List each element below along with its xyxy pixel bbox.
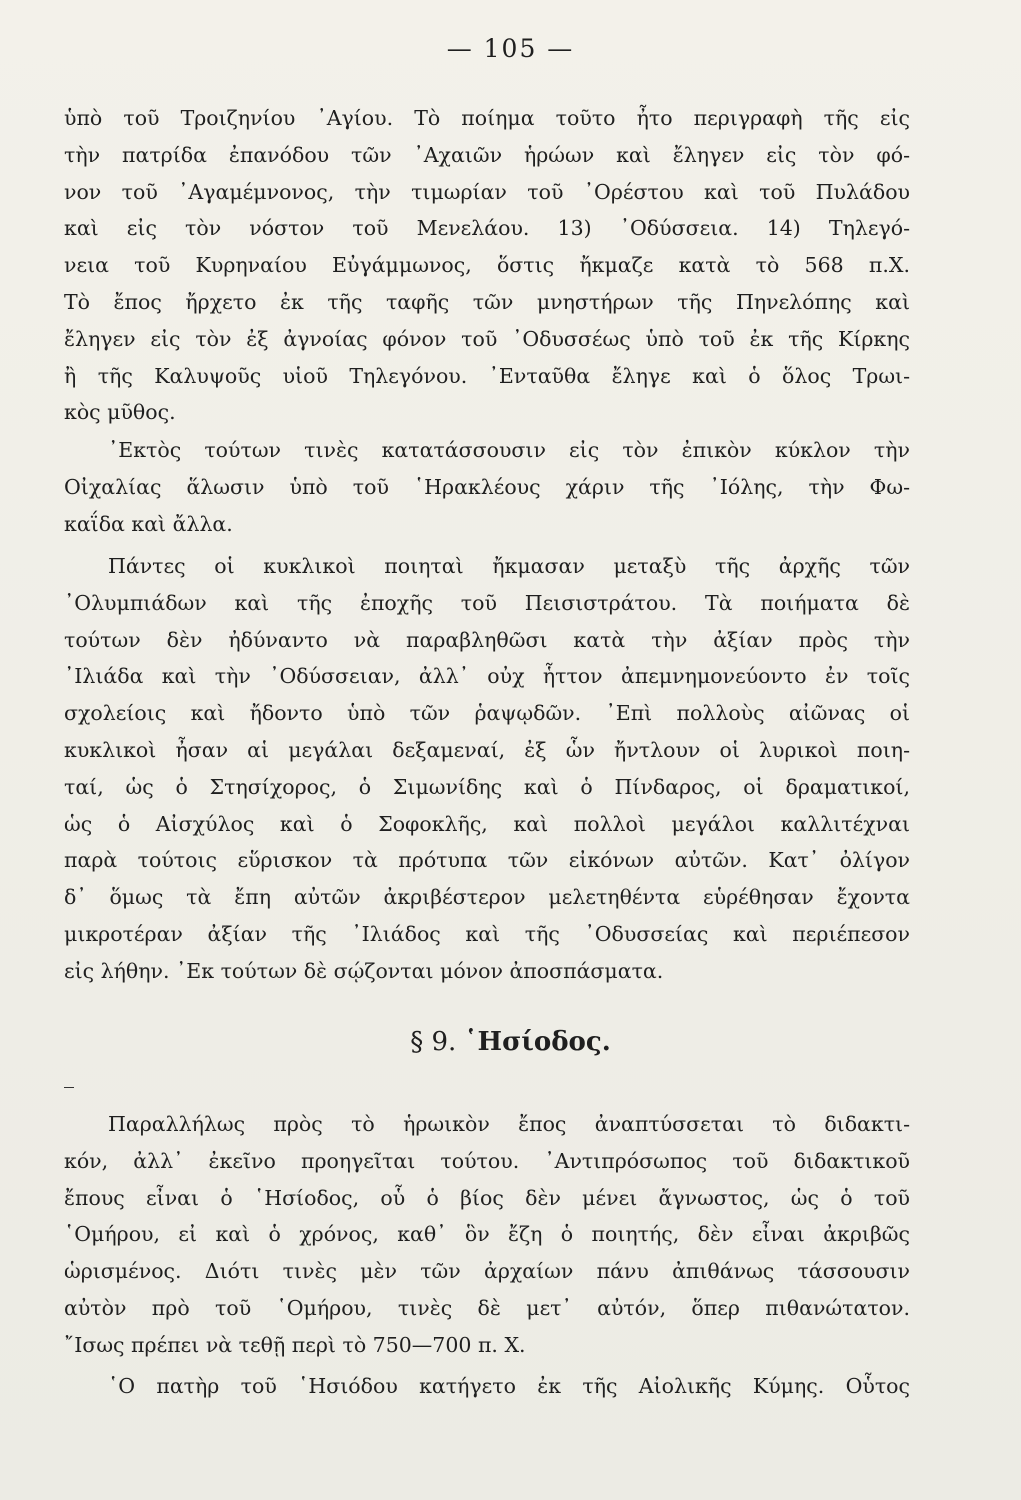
text-line: ἔληγεν εἰς τὸν ἐξ ἀγνοίας φόνον τοῦ ᾿Οδυσσέως ὑπὸ τοῦ ἐκ τῆς Κίρκης [64,326,910,351]
text-line: καΐδα καὶ ἄλλα. [64,511,233,536]
text-line: ῾Ο πατὴρ τοῦ ῾Ησιόδου κατήγετο ἐκ τῆς Αἰολικῆς Κύμης. Οὗτος [108,1374,910,1398]
text-line: ταί, ὡς ὁ Στησίχορος, ὁ Σιμωνίδης καὶ ὁ Πίνδαρος, οἱ δραματικοί, [64,774,910,799]
text-line: Πάντες οἱ κυκλικοὶ ποιηταὶ ἤκμασαν μεταξὺ τῆς ἀρχῆς τῶν [108,554,910,578]
paragraph-hesiod-father [64,1368,910,1405]
paragraph-cyclic-poets [64,548,910,990]
text-line: Τὸ ἔπος ἤρχετο ἐκ τῆς ταφῆς τῶν μνηστήρων τῆς Πηνελόπης καὶ [64,289,910,314]
paragraph-hesiod-intro [64,1106,910,1364]
page-number: — 105 — [446,34,575,63]
text-line: ἔπους εἶναι ὁ ῾Ησίοδος, οὗ ὁ βίος δὲν μένει ἄγνωστος, ὡς ὁ τοῦ [64,1185,910,1210]
text-line: παρὰ τούτοις εὕρισκον τὰ πρότυπα τῶν εἰκόνων αὐτῶν. Κατ᾿ ὀλίγον [64,848,910,873]
text-line: κόν, ἀλλ᾿ ἐκεῖνο προηγεῖται τούτου. ᾿Αντιπρόσωπος τοῦ διδακτικοῦ [64,1148,910,1173]
text-line: σχολείοις καὶ ἤδοντο ὑπὸ τῶν ῥαψῳδῶν. ᾿Επὶ πολλοὺς αἰῶνας οἱ [64,701,910,726]
section-title: ῾Ησίοδος. [464,1027,611,1057]
text-line: ᾿Ολυμπιάδων καὶ τῆς ἐποχῆς τοῦ Πεισιστράτου. Τὰ ποιήματα δὲ [64,590,910,615]
text-line: τὴν πατρίδα ἐπανόδου τῶν ᾿Αχαιῶν ἡρώων καὶ ἔληγεν εἰς τὸν φό- [64,142,910,167]
text-line: Παραλλήλως πρὸς τὸ ἡρωικὸν ἔπος ἀναπτύσσεται τὸ διδακτι- [108,1112,910,1136]
text-line: ὑπὸ τοῦ Τροιζηνίου ᾿Αγίου. Τὸ ποίημα τοῦτο ἦτο περιγραφὴ τῆς εἰς [64,106,910,130]
text-line: κυκλικοὶ ἦσαν αἱ μεγάλαι δεξαμεναί, ἐξ ὧν ἤντλουν οἱ λυρικοὶ ποιη- [64,737,910,762]
text-line: νεια τοῦ Κυρηναίου Εὐγάμμωνος, ὅστις ἤκμαζε κατὰ τὸ 568 π.Χ. [64,253,910,278]
text-line: νον τοῦ ᾿Αγαμέμνονος, τὴν τιμωρίαν τοῦ ᾿Ορέστου καὶ τοῦ Πυλάδου [64,179,910,204]
text-line: μικροτέραν ἀξίαν τῆς ᾿Ιλιάδος καὶ τῆς ᾿Οδυσσείας καὶ περιέπεσον [64,921,910,946]
text-line: εἰς λήθην. ᾿Εκ τούτων δὲ σῴζονται μόνον ἀποσπάσματα. [64,958,664,983]
text-line: Οἰχαλίας ἅλωσιν ὑπὸ τοῦ ῾Ηρακλέους χάριν τῆς ᾿Ιόλης, τὴν Φω- [64,474,910,499]
text-line: ὡς ὁ Αἰσχύλος καὶ ὁ Σοφοκλῆς, καὶ πολλοὶ μεγάλοι καλλιτέχναι [64,811,910,836]
text-line: ᾿Ιλιάδα καὶ τὴν ᾿Οδύσσειαν, ἀλλ᾿ οὐχ ἧττον ἀπεμνημονεύοντο ἐν τοῖς [64,664,910,689]
text-line: ᾿Εκτὸς τούτων τινὲς κατατάσσουσιν εἰς τὸν ἐπικὸν κύκλον τὴν [108,438,910,462]
text-line: καὶ εἰς τὸν νόστον τοῦ Μενελάου. 13) ᾿Οδύσσεια. 14) Τηλεγό- [64,216,910,241]
paragraph-epic-cycle-end [64,100,910,431]
section-number: § 9. [410,1027,457,1057]
text-line: ὡρισμένος. Διότι τινὲς μὲν τῶν ἀρχαίων πάνυ ἀπιθάνως τάσσουσιν [64,1259,910,1284]
paragraph-other-epics [64,432,910,542]
text-line: δ᾿ ὅμως τὰ ἔπη αὐτῶν ἀκριβέστερον μελετηθέντα εὑρέθησαν ἔχοντα [64,885,910,910]
text-line: ἢ τῆς Καλυψοῦς υἱοῦ Τηλεγόνου. ᾿Ενταῦθα ἔληγε καὶ ὁ ὅλος Τρωι- [64,363,910,388]
text-line: ῎Ισως πρέπει νὰ τεθῇ περὶ τὸ 750—700 π. Χ. [64,1332,526,1357]
text-line: αὐτὸν πρὸ τοῦ ῾Ομήρου, τινὲς δὲ μετ᾿ αὐτόν, ὅπερ πιθανώτατον. [64,1295,910,1320]
text-line: ῾Ομήρου, εἰ καὶ ὁ χρόνος, καθ᾿ ὃν ἔζη ὁ ποιητής, δὲν εἶναι ἀκριβῶς [64,1222,910,1247]
section-heading [0,1027,1021,1057]
text-line: τούτων δὲν ἠδύναντο νὰ παραβληθῶσι κατὰ τὴν ἀξίαν πρὸς τὴν [64,627,910,652]
text-line: κὸς μῦθος. [64,400,176,425]
margin-dash [64,1087,74,1088]
